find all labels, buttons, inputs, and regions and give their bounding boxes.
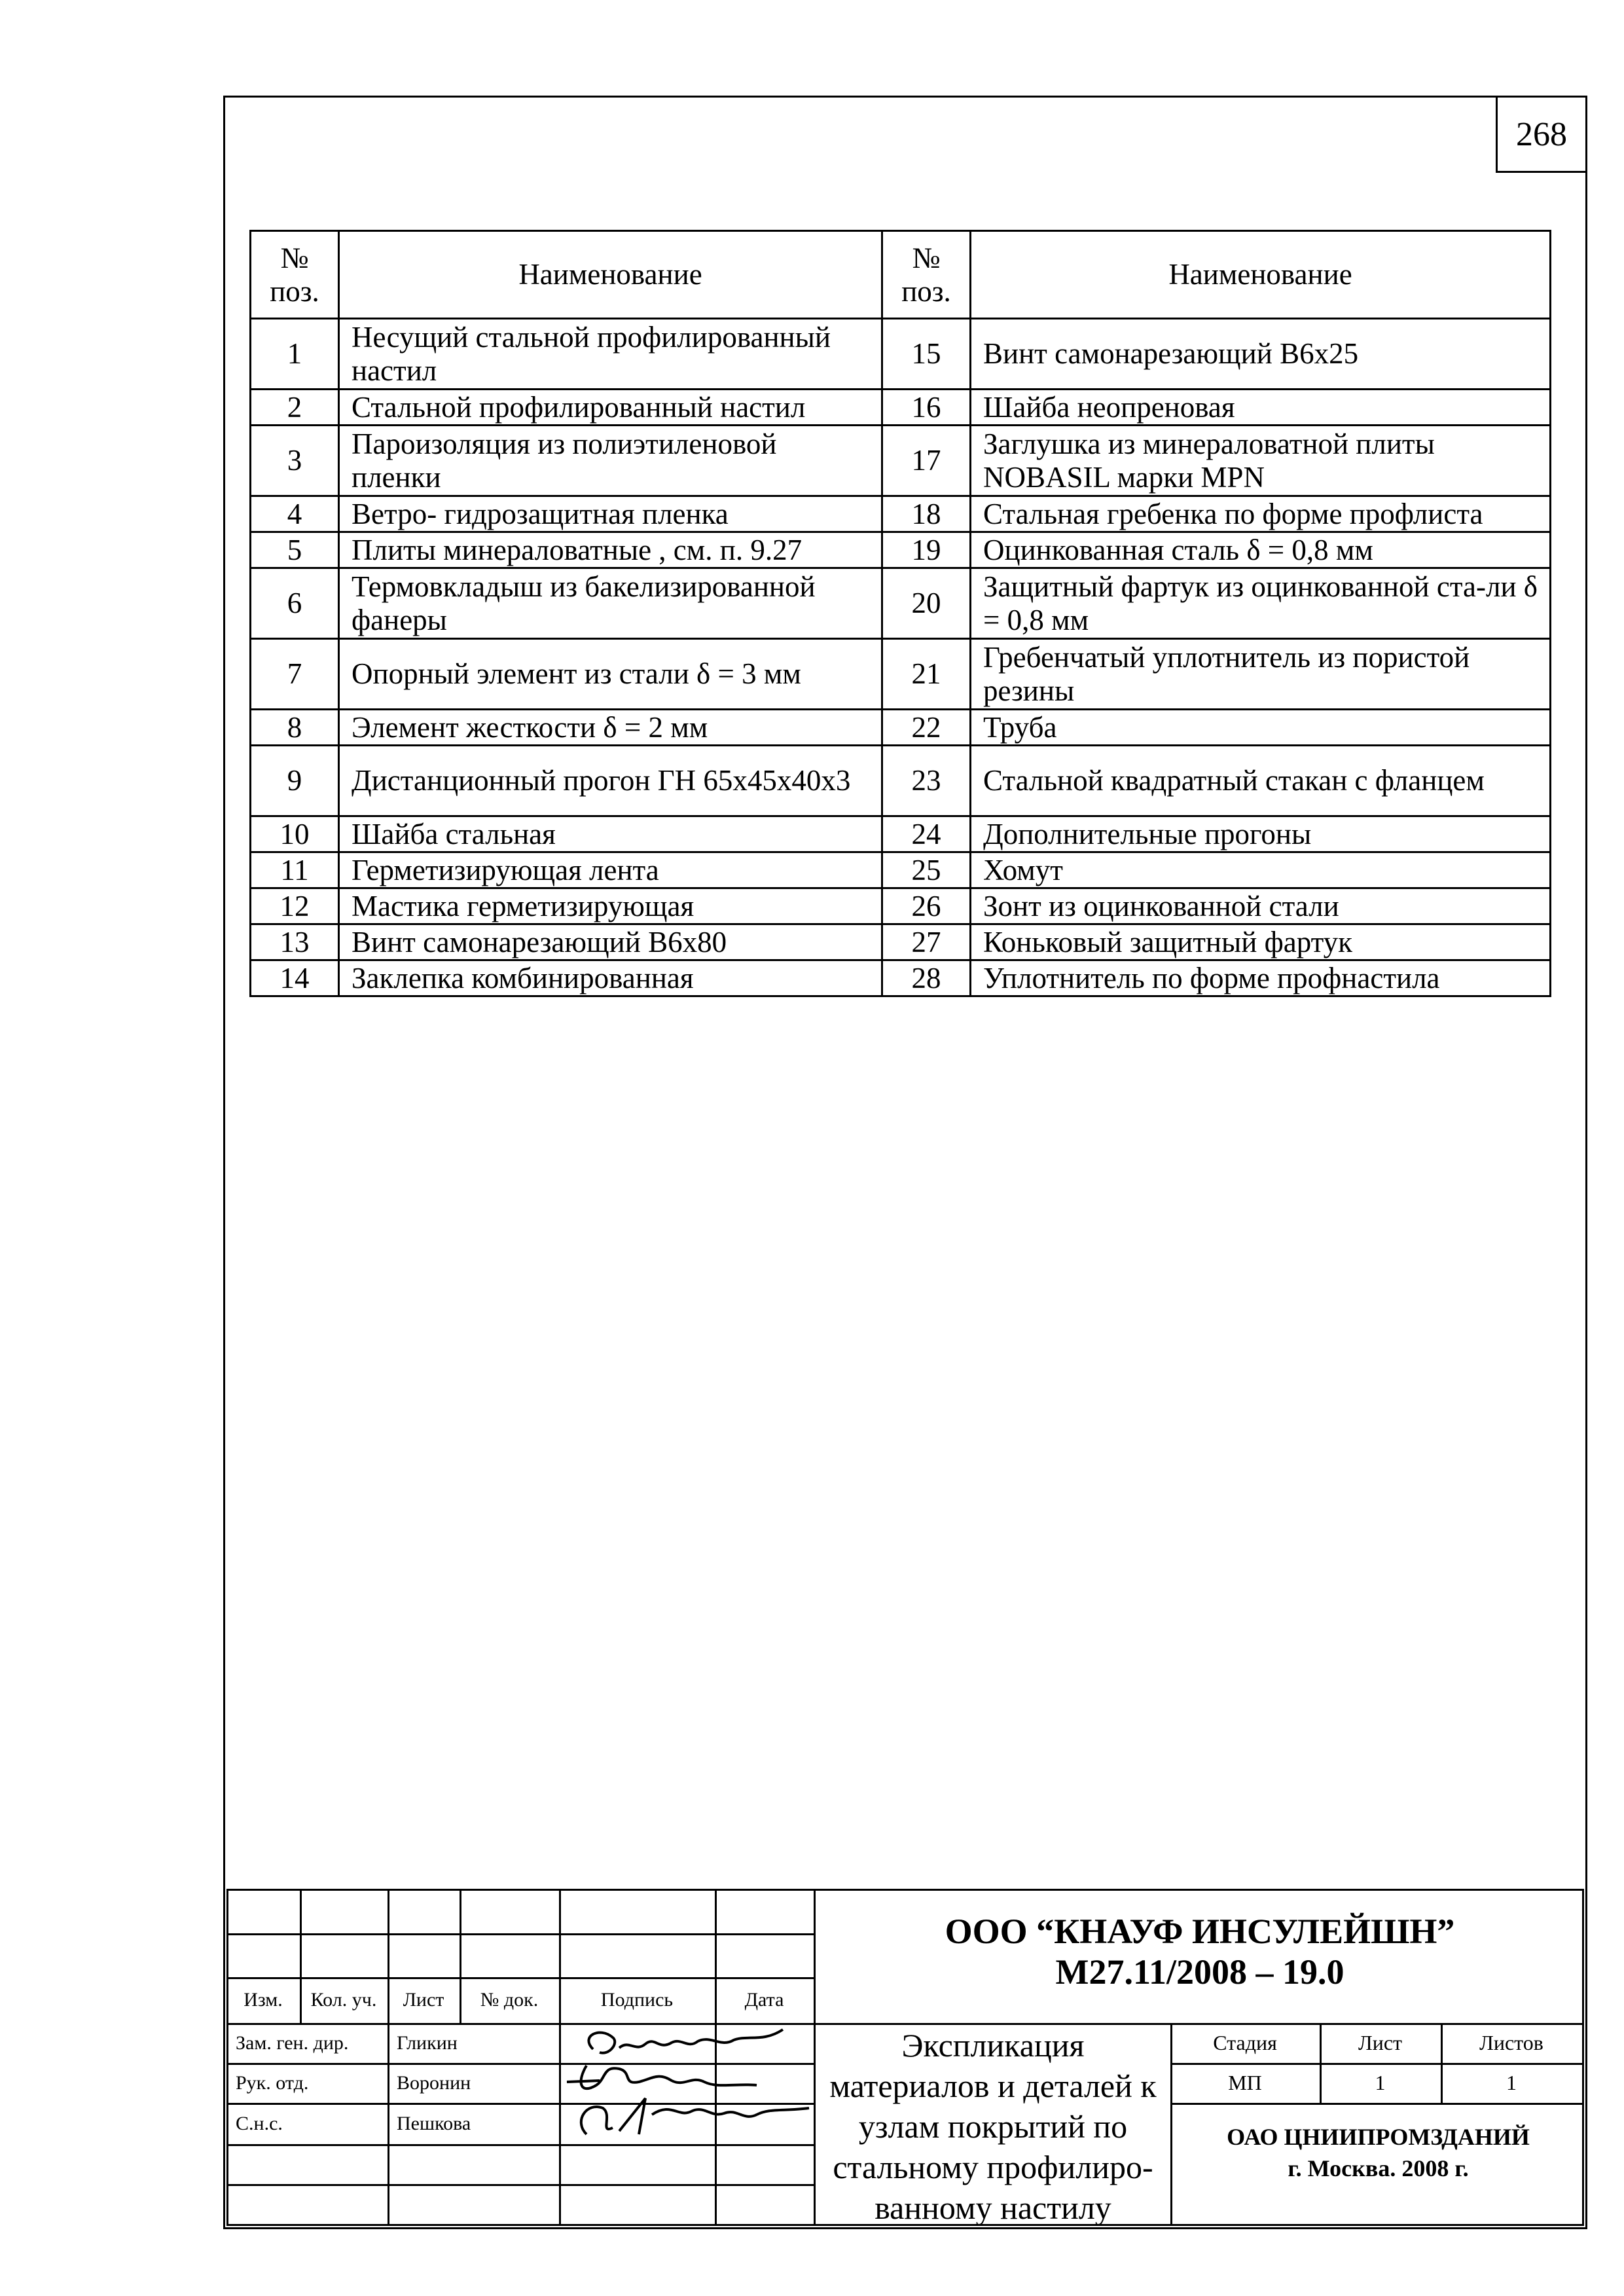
stage-value: МП: [1228, 2071, 1262, 2094]
role-name: Гликин: [397, 2032, 458, 2054]
rev-header-doc-no: № док.: [480, 1989, 539, 2011]
row-pos-right: 20: [882, 568, 971, 639]
row-name-right: Заглушка из минераловатной плиты NOBASIL марки MPN: [971, 426, 1551, 496]
tb-line: [226, 1933, 816, 1935]
row-pos-left: 14: [251, 960, 339, 996]
role-name: Воронин: [397, 2071, 471, 2094]
rev-header-signature: Подпись: [600, 1989, 674, 2011]
signature-peshkova: [567, 2088, 822, 2147]
row-pos-left: 8: [251, 710, 339, 746]
row-pos-right: 18: [882, 496, 971, 532]
table-row: [251, 532, 1551, 568]
row-name-left: Опорный элемент из стали δ = 3 мм: [339, 639, 882, 710]
row-pos-right: 23: [882, 746, 971, 816]
row-name-left: Дистанционный прогон ГН 65x45x40x3: [339, 746, 882, 816]
table-row: [251, 426, 1551, 496]
table-row: [251, 924, 1551, 960]
table-row: [251, 568, 1551, 639]
stage-header: Стадия: [1213, 2031, 1277, 2054]
row-pos-right: 25: [882, 852, 971, 888]
rev-header-date: Дата: [744, 1989, 784, 2011]
row-name-left: Герметизирующая лента: [339, 852, 882, 888]
header-pos-2: № поз.: [882, 231, 971, 319]
tb-border-top: [226, 1889, 1584, 1891]
sheet-header: Лист: [1358, 2031, 1402, 2054]
role-label: С.н.с.: [236, 2112, 283, 2134]
row-name-left: Заклепка комбинированная: [339, 960, 882, 996]
row-pos-left: 6: [251, 568, 339, 639]
row-pos-right: 22: [882, 710, 971, 746]
row-pos-left: 5: [251, 532, 339, 568]
row-pos-left: 4: [251, 496, 339, 532]
row-name-left: Стальной профилированный настил: [339, 390, 882, 426]
header-name-2: Наименование: [971, 231, 1551, 319]
row-name-right: Дополнительные прогоны: [971, 816, 1551, 852]
row-name-right: Стальной квадратный стакан с фланцем: [971, 746, 1551, 816]
row-name-right: Хомут: [971, 852, 1551, 888]
row-name-right: Винт самонарезающий В6x25: [971, 319, 1551, 390]
row-pos-right: 24: [882, 816, 971, 852]
page-number: 268: [1496, 96, 1587, 173]
row-pos-right: 21: [882, 639, 971, 710]
row-name-right: Защитный фартук из оцинкованной ста-ли δ = 0,8 мм: [971, 568, 1551, 639]
row-pos-right: 26: [882, 888, 971, 924]
row-pos-left: 10: [251, 816, 339, 852]
row-name-left: Плиты минераловатные , см. п. 9.27: [339, 532, 882, 568]
company-block: [816, 1911, 1584, 1992]
row-name-left: Пароизоляция из полиэтиленовой пленки: [339, 426, 882, 496]
row-pos-right: 15: [882, 319, 971, 390]
explication-table: [249, 230, 1551, 997]
header-name-1: Наименование: [339, 231, 882, 319]
row-pos-right: 28: [882, 960, 971, 996]
header-pos-1: № поз.: [251, 231, 339, 319]
table-row: [251, 319, 1551, 390]
row-name-left: Элемент жесткости δ = 2 мм: [339, 710, 882, 746]
table-row: [251, 852, 1551, 888]
row-pos-left: 11: [251, 852, 339, 888]
row-pos-left: 12: [251, 888, 339, 924]
row-pos-right: 16: [882, 390, 971, 426]
row-pos-left: 7: [251, 639, 339, 710]
document-title: Экспликация материалов и деталей к узлам покрытий по стальному профилиро-ванному настилу: [829, 2027, 1157, 2226]
row-name-right: Уплотнитель по форме профнастила: [971, 960, 1551, 996]
table-row: [251, 746, 1551, 816]
row-pos-left: 13: [251, 924, 339, 960]
role-label: Зам. ген. дир.: [236, 2032, 349, 2054]
row-pos-right: 27: [882, 924, 971, 960]
table-row: [251, 639, 1551, 710]
row-name-left: Термовкладыш из бакелизированной фанеры: [339, 568, 882, 639]
sheets-header: Листов: [1479, 2031, 1543, 2054]
rev-header-izm: Изм.: [244, 1989, 283, 2011]
table-row: [251, 390, 1551, 426]
row-name-right: Зонт из оцинкованной стали: [971, 888, 1551, 924]
document-code: М27.11/2008 – 19.0: [1055, 1952, 1344, 1992]
table-row: [251, 960, 1551, 996]
row-name-right: Коньковый защитный фартук: [971, 924, 1551, 960]
tb-line: [226, 2184, 816, 2186]
row-pos-right: 19: [882, 532, 971, 568]
company-name: ООО “КНАУФ ИНСУЛЕЙШН”: [945, 1912, 1455, 1951]
row-pos-left: 2: [251, 390, 339, 426]
table-row: [251, 496, 1551, 532]
rev-header-kol-uch: Кол. уч.: [310, 1989, 377, 2011]
row-name-left: Мастика герметизирующая: [339, 888, 882, 924]
organization-city: г. Москва. 2008 г.: [1288, 2155, 1469, 2181]
table-row: [251, 816, 1551, 852]
row-name-right: Гребенчатый уплотнитель из пористой резины: [971, 639, 1551, 710]
role-label: Рук. отд.: [236, 2071, 309, 2094]
role-name: Пешкова: [397, 2112, 471, 2134]
tb-line: [1170, 2103, 1584, 2105]
table-row: [251, 710, 1551, 746]
title-block: [226, 1889, 1584, 2226]
organization-block: [1172, 2121, 1584, 2184]
rev-header-list: Лист: [403, 1989, 444, 2011]
table-row: [251, 888, 1551, 924]
sheets-value: 1: [1506, 2071, 1517, 2094]
row-name-left: Несущий стальной профилированный настил: [339, 319, 882, 390]
row-name-right: Труба: [971, 710, 1551, 746]
row-name-right: Оцинкованная сталь δ = 0,8 мм: [971, 532, 1551, 568]
row-name-left: Ветро- гидрозащитная пленка: [339, 496, 882, 532]
row-name-right: Стальная гребенка по форме профлиста: [971, 496, 1551, 532]
sheet-value: 1: [1375, 2071, 1386, 2094]
organization-name: ОАО ЦНИИПРОМЗДАНИЙ: [1227, 2124, 1530, 2150]
row-name-right: Шайба неопреновая: [971, 390, 1551, 426]
explication-header-row: [251, 231, 1551, 319]
row-pos-left: 9: [251, 746, 339, 816]
row-pos-left: 1: [251, 319, 339, 390]
row-name-left: Шайба стальная: [339, 816, 882, 852]
row-pos-right: 17: [882, 426, 971, 496]
row-name-left: Винт самонарезающий В6x80: [339, 924, 882, 960]
row-pos-left: 3: [251, 426, 339, 496]
explication-body: [251, 319, 1551, 996]
